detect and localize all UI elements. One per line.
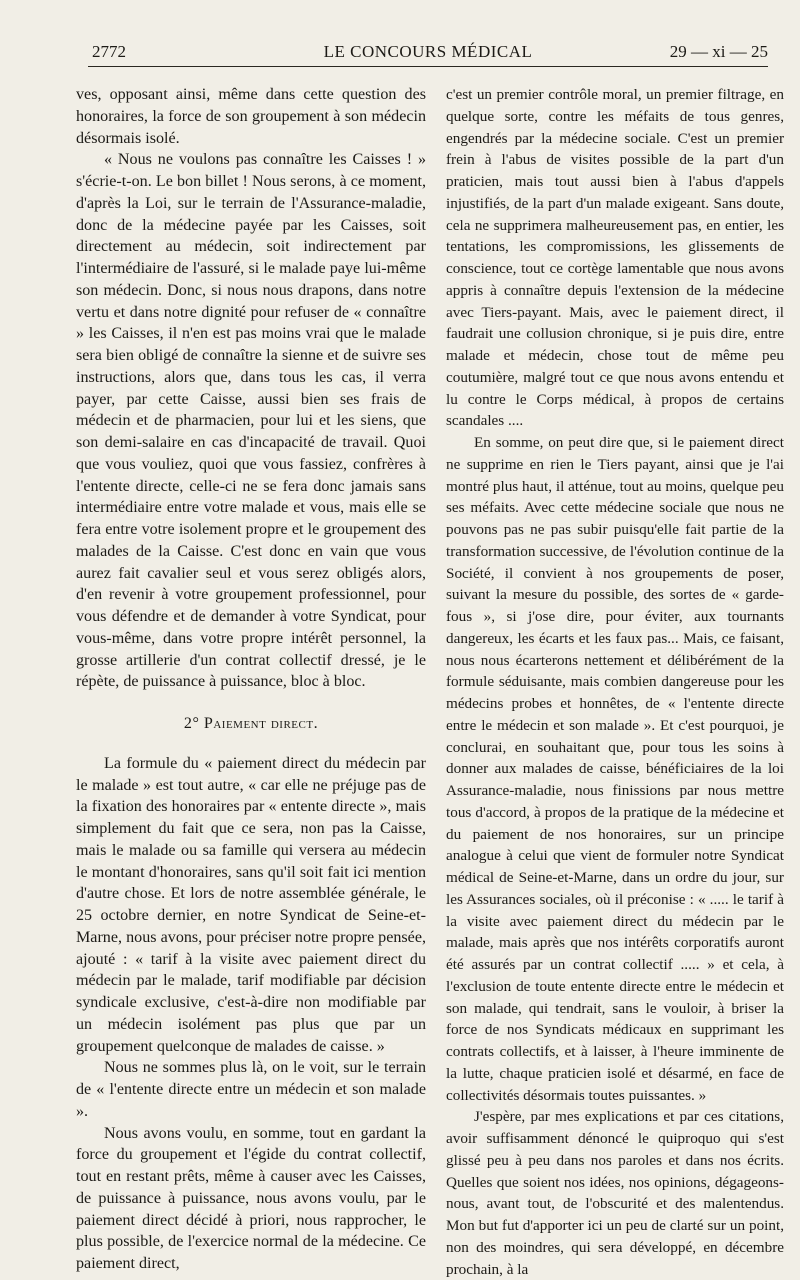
paragraph: La formule du « paiement direct du médecin par le malade » est tout autre, « car elle ne préjuge pas de la fixation des honoraires par « entente directe », mais simplement du fait que ce sera, non pas la Caisse, mais le malade ou sa famille qui versera au médecin le montant d'honoraires, sans qu'il soit fait ici mention d'autre chose. Et lors de notre assemblée générale, le 25 octobre dernier, en notre Syndicat de Seine-et-Marne, nous avons, pour préciser notre propre pensée, ajouté : « tarif à la visite avec paiement direct du médecin par le malade, tarif modifiable par décision syndicale exclusive, c'est-à-dire non modifiable par un médecin isolément pas plus que par un groupement quelconque de malades de caisse. » (76, 754, 426, 1055)
paragraph: Nous ne sommes plus là, on le voit, sur le terrain de « l'entente directe entre un médecin et son malade ». (76, 1059, 426, 1120)
paragraph: ves, opposant ainsi, même dans cette question des honoraires, la force de son groupement à son médecin désormais isolé. (76, 86, 426, 147)
running-header (88, 40, 768, 67)
left-column (76, 84, 426, 1275)
paragraph: J'espère, par mes explications et par ces citations, avoir suffisamment dénoncé le quiproquo qui s'est glissé peu à peu dans nos paroles et dans nos écrits. Quelles que soient nos idées, nos opinions, dégageons-nous, avant tout, de l'obscurité et des malentendus. Mon but fut d'apporter ici un peu de clarté sur un point, non des moindres, qui sera développé, en décembre prochain, à la (446, 1108, 784, 1278)
paragraph: « Nous ne voulons pas connaître les Caisses ! » s'écrie-t-on. Le bon billet ! Nous serons, à ce moment, d'après la Loi, sur le terrain de l'Assurance-maladie, donc de la médecine payée par les Caisses, soit directement au médecin, soit indirectement par l'intermédiaire de l'assuré, si le malade paye lui-même son médecin. Donc, si nous nous drapons, dans notre vertu et dans notre dignité pour refuser de « connaître » les Caisses, il n'en est pas moins vrai que le malade sera bien obligé de connaître la sienne et de suivre ses instructions, alors que, dans tous les cas, il verra payer, par cette Caisse, aussi bien ses frais de médecin et de pharmacien, pour lui et les siens, que son demi-salaire en cas d'incapacité de travail. Quoi que vous vouliez, quoi que vous fassiez, confrères à l'entente directe, celle-ci ne se fera donc jamais sans intermédiaire entre votre malade et vous, mais elle se fera entre votre isolement propre et le groupement des malades de la Caisse. C'est donc en vain que vous aurez fait cavalier seul et vous serez obligés alors, d'en revenir à votre groupement professionnel, pour vous défendre et de demander à votre Syndicat, pour vous-même, dans votre propre intérêt personnel, la grosse artillerie d'un contrat collectif dressé, je le répète, de puissance à puissance, bloc à bloc. (76, 151, 426, 691)
section-heading: 2° Paiement direct. (183, 715, 319, 732)
page-number: 2772 (92, 42, 126, 61)
journal-title: LE CONCOURS MÉDICAL (323, 42, 533, 61)
issue-date: 29 — xi — 25 (669, 42, 768, 61)
paragraph: Nous avons voulu, en somme, tout en gardant la force du groupement et l'égide du contrat collectif, tout en restant prêts, même à causer avec les Caisses, de puissance à puissance, nous avons voulu, par le paiement direct décidé à priori, nous rapprocher, le plus possible, de l'exercice normal de la médecine. Ce paiement direct, (76, 1124, 426, 1272)
paragraph: En somme, on peut dire que, si le paiement direct ne supprime en rien le Tiers payant, ainsi que je l'ai montré plus haut, il atténue, tout au moins, quelque peu ses méfaits. Avec cette médecine sociale que nous ne pouvons pas ne pas subir puisqu'elle fait partie de la transformation successive, de l'évolution continue de la Société, il convient à nos groupements de poser, suivant la mesure du possible, des sortes de « garde-fous », si j'ose dire, pour éviter, aux tournants dangereux, les écarts et les faux pas... Mais, ce faisant, nous nous écarterons nettement et délibérément de la formule séduisante, mais combien dangereuse pour les médecins probes et honnêtes, de « l'entente directe entre le médecin et son malade ». Et c'est pourquoi, je conclurai, en souhaitant que, pour tous les soins à donner aux malades de caisse, bénéficiaires de la loi Assurance-maladie, nous finissions par nous mettre tous d'accord, à propos de la pratique de la médecine et du paiement de nos honoraires, sur un principe analogue à celui que vient de formuler notre Syndicat médical de Seine-et-Marne, dans un ordre du jour, sur les Assurances sociales, où il préconise : « ..... le tarif à la visite avec paiement direct du médecin par le malade, mais après que nos intérêts corporatifs auront été assurés par un contrat collectif ..... » et cela, à l'exclusion de toute entente directe entre le médecin et son malade, qui tendrait, sans le vouloir, à briser la force de nos Syndicats médicaux en supprimant les contrats collectifs, et à laisser, à l'heure imminente de la lutte, chaque praticien isolé et désarmé, en face de collectivités désormais toutes puissantes. » (446, 434, 784, 1104)
paragraph: c'est un premier contrôle moral, un premier filtrage, en quelque sorte, contre les méfaits de tous genres, engendrés par la médecine sociale. C'est un premier frein à l'abus de visites possible de la part d'un praticien, mais tout aussi bien à l'abus d'appels injustifiés, de la part d'un malade exigeant. Sans doute, cela ne supprimera malheureusement pas, en entier, les tentations, les compromissions, les glissements de conscience, tout ce cortège lamentable que nous avons appris à connaître depuis l'extension de la médecine avec Tiers-payant. Mais, avec le paiement direct, il faudrait une collusion chronique, si je puis dire, entre malade et médecin, chose tout de même peu coutumière, malgré tout ce que nous avons entendu et lu contre le Corps médical, à propos de certains scandales .... (446, 86, 784, 430)
right-column (446, 84, 784, 1280)
